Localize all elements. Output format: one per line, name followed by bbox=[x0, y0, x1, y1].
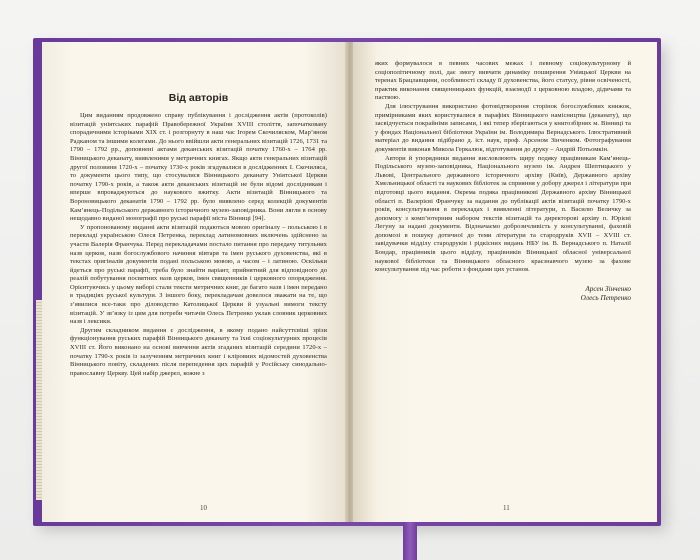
left-page-text-block bbox=[70, 92, 327, 494]
author-signature: Олесь Петренко bbox=[580, 293, 631, 302]
right-page-text-block bbox=[375, 60, 631, 494]
right-page bbox=[353, 42, 657, 522]
paragraph: Для ілюстрування використано фотовідтворення сторінок богослужбових книжок, примірниками яких користувалися в парафіях Вінницького намісництва (деканату), що засвідчується покрайніми записами, і які тепер зберігаються у книгозбірнях м. Вінниці та у фондах Національної бібліотеки України ім. Володимира Вернадського. Ілюстративний матеріал до видання підібрано д. іст. наук, проф. Арсеном Зінченком. Фотографування документів виконав Микола Геркалюк, відготування до друку – Андрій Потьомкін. bbox=[375, 102, 631, 153]
paragraph: Цим виданням продовжено справу публікування і дослідження актів (протоколів) візитацій уніятських парафій Правобережної України XVIII століття, започатковану спорадичними історіками XIX ст. і розгорнуту в наш час Ігорем Скочиляском, Мар’яном Радканом та іншими колегами. До нього ввійшли акти генеральних візитацій 1726, 1731 та 1790 – 1792 рр., доповнені актами деканських візитацій початку 1760-х – 1764 рр. Вінницького деканату, виявленими у метричних книгах. Якщо акти генеральних візитацій другої половини 1720-х – початку 1730-х років згадувалися в дослідженнях І. Скочиляса, то документи цього типу, що стосувалися Вінницького деканату Уніятської Церкви початку 1790-х років, а також акти деканських візитацій не були відомі дослідникам і вперше впроваджуються до наукового вжитку. Акти візитацій Вінницького та Вороновицького деканатів 1790 – 1792 рр. було виявлено серед колекцій документів Кам’янець-Подільського державного історичного музею-заповідника. Вони лягли в основу нещодавно виданої монографії про руські парафії міста Вінниці [94]. bbox=[70, 112, 327, 223]
paragraph: яких формувалося в певних часових межах і певному соціокультурному й соціополітичному полі, дає змогу вивчати динаміку поширення Уніяцької Церкви на теренах Брацлавщини, особливості складу її духовенства, його статусу, рівня освіченості, практик виконання священницьких функцій, взаємодії з церковною владою, дідичами та паствою. bbox=[375, 60, 631, 102]
page-number: 10 bbox=[200, 504, 207, 512]
page-number: 11 bbox=[503, 504, 510, 512]
left-page bbox=[42, 42, 347, 522]
paragraph: Другим складником видання є дослідження, в якому подано найсуттєвіші зрізи функціонування руських парафій Вінницького деканату та їхні соціокультурних процесів XVIII ст. Його виконано на основі вивчення актів згаданих візитацій середини 1720-х – початку 1790-х років із залученням метричних книг і кліровиих відомостей духовенства Вінницького повіту, складених після перепедення цих парафій у Російську синодально-православну Церкву. Цей набір джерел, кожне з bbox=[70, 326, 327, 377]
paragraph: У пропонованому виданні акти візитацій подаються мовою оригіналу – польською і в перекладі українською Олеся Петренка, переклад латиномовних включень здійснено за участи Валерія Франчука. Перед перекладачами постало питання про передачу титульних назв церков, назв богослужбового начиння вівтаря та імен руського духовенства, які в текстах оригіналів документів подані польською мовою, а часом – і латиною. Оскільки йдеться про руські парафії, треба було знайти варіант, прийнятний для відповідного до реалій побутування посвятних назв церков, імен священників і церковного опорядження. Орієнтуючись у цьому виборі стали тексти метричних книг, де багато назв і імен передано в традиціях руської культури. З іншого боку, перекладачам довелося зважати на те, що з’явилися все-таки про діловодство Католицької Церкви й узуальні вимоги тексту візитацій. У зв’язку із цим для потреби читачів Олесь Петренко уклав словник церковних назв і лексики. bbox=[70, 223, 327, 326]
bookmark-ribbon bbox=[403, 522, 417, 560]
page-heading: Від авторів bbox=[168, 92, 229, 104]
author-signature: Арсен Зінченко bbox=[585, 284, 631, 293]
paragraph: Автори й упорядники видання висловлюють щиру подяку працівникам Кам’янець-Подільського музею-заповідника, Національного музею ім. Андрея Шептицького у Львові, Центрального державного історичного архіву (Київ), Державного архіву Хмельницької області та наукових бібліотек за сприяння у добору джерел і літератури при підготовці цього видання. Окрема подяка працівникові Державного архіву Вінницької області п. Валерієві Франчуку за надання до публікації актів візитацій початку 1790-х років, консультування в перекладах і виявленні літератури, п. Василю Величку за допомогу з комп’ютерним набором текстів візитацій та директорові архіву п. Юрієві Легуну за надані документи. Відзначаємо доброзичливість у консультуванні, фаховій допомозі в пошуку дотичної до теми літератури та стародруків XVII – XVIII ст. завідувачки відділу стародруків і рідкісних видань НБУ ім. В. Вернадського п. Наталії Бондар, працівників цього відділу, працівників Вінницької обласної універсальної наукової бібліотеки та Вінницького обласного краєзнавчого музею за фахове консультування під час роботи з фондами цих установ. bbox=[375, 154, 631, 274]
